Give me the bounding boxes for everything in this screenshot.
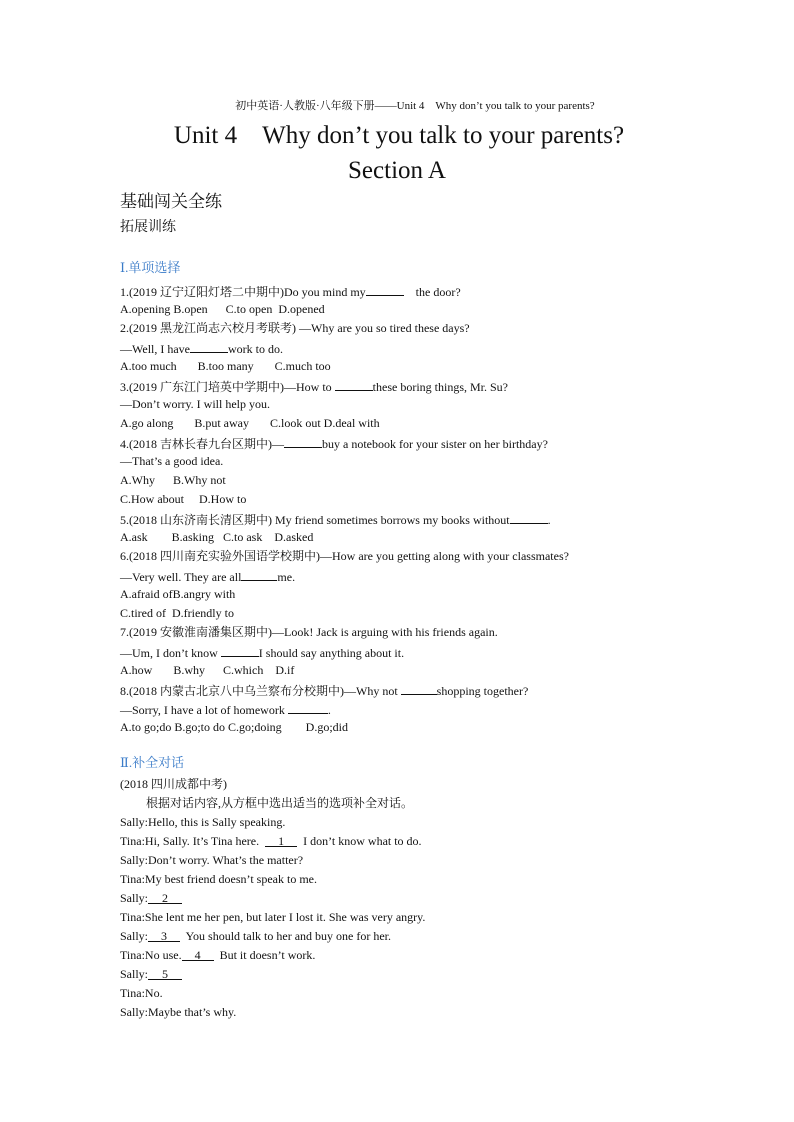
answer-blank [366,283,404,296]
dialogue-line: Tina:My best friend doesn’t speak to me. [120,872,317,886]
q6-line: —Very well. They are all me. [120,570,296,584]
answer-blank: 4 [182,948,214,961]
dialogue-line: Sally:Hello, this is Sally speaking. [120,815,286,829]
q2-options: A.too much B.too many C.much too [120,359,331,373]
q3-options: A.go along B.put away C.look out D.deal with [120,416,380,430]
answer-blank [284,435,322,448]
part2-title: Ⅱ.补全对话 [120,755,185,770]
q5-options: A.ask B.asking C.to ask D.asked [120,530,314,544]
q4-stem: 4.(2018 吉林长春九台区期中)— buy a notebook for your sister on her birthday? [120,437,548,451]
q4-options-2: C.How about D.How to [120,492,247,506]
q3-stem: 3.(2019 广东江门培英中学期中)—How to these boring things, Mr. Su? [120,380,508,394]
q8-reply: —Sorry, I have a lot of homework . [120,703,331,717]
answer-blank: 3 [148,929,180,942]
q1-options: A.opening B.open C.to open D.opened [120,302,325,316]
answer-blank [335,378,373,391]
dialogue-line: Tina:No use. 4 But it doesn’t work. [120,948,316,962]
section-title: Section A [348,157,446,184]
q2-line: —Well, I have work to do. [120,342,284,356]
q7-options: A.how B.why C.which D.if [120,663,295,677]
dialogue-line: Sally:Don’t worry. What’s the matter? [120,853,304,867]
page-title: Unit 4 Why don’t you talk to your parents? [173,122,625,149]
heading-sub: 拓展训练 [120,220,176,235]
dialogue-line: Sally: 5 [120,967,182,981]
q6-options-1: A.afraid ofB.angry with [120,587,236,601]
q2-stem: 2.(2019 黑龙江尚志六校月考联考) —Why are you so tired these days? [120,321,470,335]
answer-blank [221,644,259,657]
dialogue-line: Sally: 2 [120,891,182,905]
q1-stem: 1.(2019 辽宁辽阳灯塔二中期中)Do you mind my the door? [120,285,461,299]
q8-options: A.to go;do B.go;to do C.go;doing D.go;did [120,720,349,734]
running-header: 初中英语·人教版·八年级下册——Unit 4 Why don’t you talk to your parents? [235,100,595,112]
part2-source: (2018 四川成都中考) [120,777,227,791]
part1-title: Ⅰ.单项选择 [120,260,181,275]
answer-blank [401,682,437,695]
part2-instruction: 根据对话内容,从方框中选出适当的选项补全对话。 [146,796,414,810]
dialogue-line: Sally: 3 You should talk to her and buy one for her. [120,929,391,943]
answer-blank: 5 [148,967,182,980]
dialogue-line: Tina:Hi, Sally. It’s Tina here. 1 I don’t know what to do. [120,834,422,848]
q7-stem: 7.(2019 安徽淮南潘集区期中)—Look! Jack is arguing with his friends again. [120,625,498,639]
q4-reply: —That’s a good idea. [120,454,224,468]
answer-blank [241,568,277,581]
heading-main: 基础闯关全练 [120,192,222,211]
q7-line: —Um, I don’t know I should say anything about it. [120,646,405,660]
answer-blank: 1 [265,834,297,847]
answer-blank [190,340,228,353]
answer-blank [510,511,548,524]
answer-blank: 2 [148,891,182,904]
dialogue-line: Sally:Maybe that’s why. [120,1005,237,1019]
q3-reply: —Don’t worry. I will help you. [120,397,270,411]
q5-stem: 5.(2018 山东济南长清区期中) My friend sometimes borrows my books without . [120,513,551,527]
q6-options-2: C.tired of D.friendly to [120,606,234,620]
dialogue-line: Tina:She lent me her pen, but later I lost it. She was very angry. [120,910,426,924]
q6-stem: 6.(2018 四川南充实验外国语学校期中)—How are you getting along with your classmates? [120,549,569,563]
q8-stem: 8.(2018 内蒙古北京八中乌兰察布分校期中)—Why not shopping together? [120,684,529,698]
q4-options-1: A.Why B.Why not [120,473,226,487]
answer-blank [288,701,328,714]
dialogue-line: Tina:No. [120,986,163,1000]
